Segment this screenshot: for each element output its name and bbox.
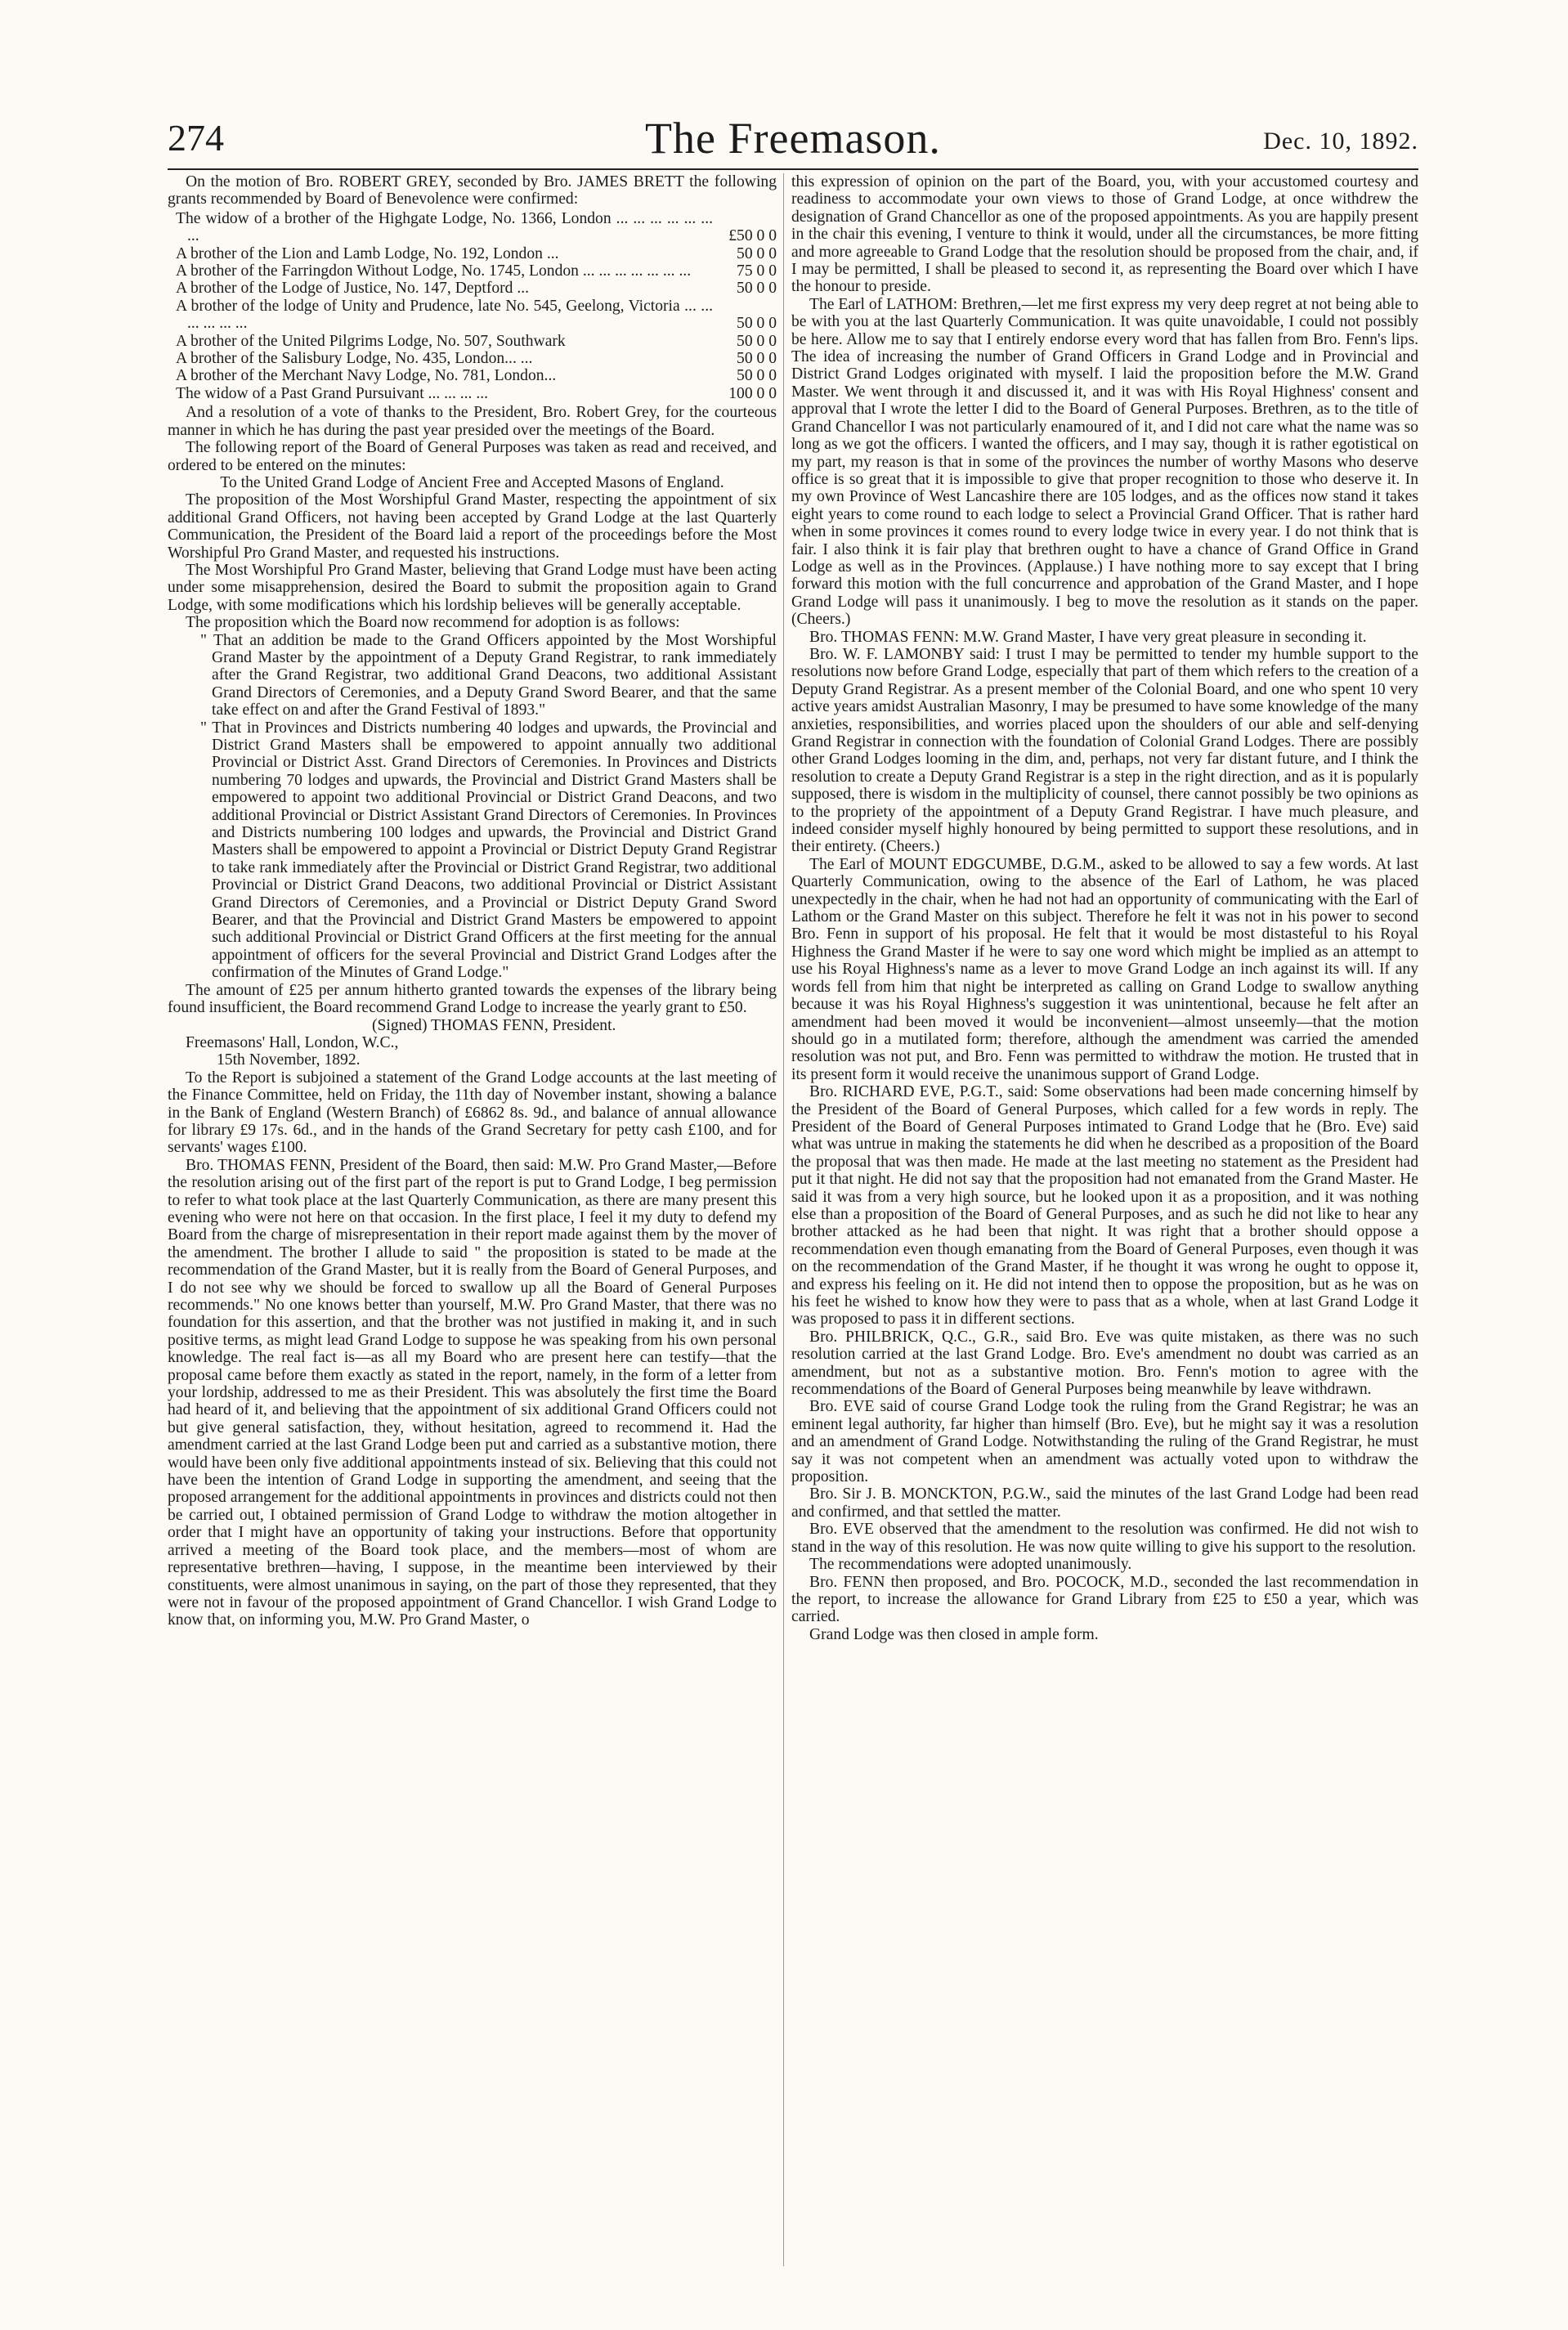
grant-amount: 50 0 0 xyxy=(737,332,777,350)
grant-amount: £50 0 0 xyxy=(728,227,777,245)
grant-amount: 50 0 0 xyxy=(737,280,777,298)
grant-row xyxy=(176,350,777,367)
grant-recipient: A brother of the Lodge of Justice, No. 147, Deptford ... xyxy=(176,280,530,298)
grant-row xyxy=(176,298,777,333)
grant-amount: 50 0 0 xyxy=(737,244,777,262)
philbrick-speech-paragraph: Bro. PHILBRICK, Q.C., G.R., said Bro. Eve was quite mistaken, as there was no such resolution carried at the last Grand Lodge. Bro. Eve's amendment no doubt was carried as an amendment, but not as a substantive motion. Bro. Fenn's motion to agree with the recommendations of the Board of General Purposes being meanwhile by leave withdrawn. xyxy=(791,1328,1418,1399)
grant-amount: 50 0 0 xyxy=(737,350,777,368)
grant-recipient: A brother of the Lion and Lamb Lodge, No. 192, London ... xyxy=(176,244,559,262)
resolution-quote: " That in Provinces and Districts numbering 40 lodges and upwards, the Provincial and District Grand Masters shall be empowered to appoint annually two additional Provincial or District Asst. Grand Directors of Ceremonies. In Provinces and Districts numbering 70 lodges and upwards, the Provincial and District Grand Masters shall be empowered to appoint two additional Provincial or District Grand Deacons, and two additional Provincial or District Assistant Grand Directors of Ceremonies. In Provinces and Districts numbering 100 lodges and upwards, the Provincial and District Grand Masters shall be empowered to appoint a Provincial or District Deputy Grand Registrar to take rank immediately after the Provincial or District Grand Registrar, two additional Provincial or District Grand Deacons, two additional Provincial or District Assistant Grand Directors of Ceremonies, and a Provincial or District Deputy Grand Sword Bearer, and that the Provincial and District Grand Masters be empowered to appoint such additional Provincial or District Grand Officers at the first meeting for the annual appointment of officers for the several Provincial and District Grand Lodges after the confirmation of the Minutes of Grand Lodge." xyxy=(200,719,777,982)
report-intro-paragraph: The following report of the Board of General Purposes was taken as read and received, and ordered to be entered on the minutes: xyxy=(168,439,777,474)
grant-row xyxy=(176,262,777,280)
grant-recipient: A brother of the United Pilgrims Lodge, No. 507, Southwark xyxy=(176,332,566,350)
right-column xyxy=(791,173,1418,1643)
grant-amount: 50 0 0 xyxy=(737,367,777,385)
report-paragraph: The Most Worshipful Pro Grand Master, believing that Grand Lodge must have been acting under some misapprehension, desired the Board to submit the proposition again to Grand Lodge, with some modifications which his lordship believes will be generally acceptable. xyxy=(168,561,777,614)
grant-recipient: A brother of the Merchant Navy Lodge, No. 781, London... xyxy=(176,367,557,385)
grant-row xyxy=(176,210,777,245)
left-column xyxy=(168,173,777,1629)
grant-row xyxy=(176,333,777,350)
grants-intro: On the motion of Bro. ROBERT GREY, seconded by Bro. JAMES BRETT the following grants recommended by Board of Benevolence were confirmed: xyxy=(168,173,777,208)
library-motion-paragraph: Bro. FENN then proposed, and Bro. POCOCK, M.D., seconded the last recommendation in the report, to increase the allowance for Grand Library from £25 to £50 a year, which was carried. xyxy=(791,1573,1418,1626)
masthead xyxy=(168,116,1418,172)
vote-of-thanks-paragraph: And a resolution of a vote of thanks to the President, Bro. Robert Grey, for the courteous manner in which he has during the past year presided over the meetings of the Board. xyxy=(168,404,777,439)
edgcumbe-speech-paragraph: The Earl of MOUNT EDGCUMBE, D.G.M., asked to be allowed to say a few words. At last Quarterly Communication, owing to the absence of the Earl of Lathom, he was placed unexpectedly in the chair, when he had not had an opportunity of communicating with the Earl of Lathom or the Grand Master on this subject. Therefore he felt it was not in his power to second Bro. Fenn in support of his proposal. He felt that it would be most distasteful to his Royal Highness the Grand Master if he were to say one word which might be implied as an attempt to use his Royal Highness's name as a lever to move Grand Lodge an inch against its will. If any words fell from him that night be interpreted as calling on Grand Lodge to swallow anything because it was his Royal Highness's suggestion it was unintentional, because he felt after an amendment had been moved it would be inconvenient—almost unseemly—that the motion should go in a mutilated form; therefore, although the amendment was carried the amended resolution was not put, and Bro. Fenn was permitted to withdraw the motion. He trusted that in its present form it would receive the unanimous support of Grand Lodge. xyxy=(791,855,1418,1083)
grants-list xyxy=(176,210,777,402)
eve-reply-paragraph: Bro. EVE said of course Grand Lodge took the ruling from the Grand Registrar; he was an eminent legal authority, far higher than himself (Bro. Eve), but he might say it was a resolution and an amendment of Grand Lodge. Notwithstanding the ruling of the Grand Registrar, he must say it was not competent when an amendment was actually voted upon to withdraw the proposition. xyxy=(791,1398,1418,1486)
header-rule xyxy=(168,168,1418,170)
speech-continuation: this expression of opinion on the part of the Board, you, with your accustomed courtesy and readiness to accommodate your own views to those of Grand Lodge, at once withdrew the designation of Grand Chancellor as one of the proposed appointments. As you are happily present in the chair this evening, I venture to think it would, under all the circumstances, be more fitting and more agreeable to Grand Lodge that the resolution should be proposed from the chair, and, if I may be permitted, I shall be pleased to second it, as representing the Board over which I have the honour to preside. xyxy=(791,173,1418,296)
column-divider xyxy=(783,173,784,2266)
resolution-quote: " That an addition be made to the Grand Officers appointed by the Most Worshipful Grand Master by the appointment of a Deputy Grand Registrar, to rank immediately after the Grand Registrar, two additional Grand Deacons, two additional Assistant Grand Directors of Ceremonies, and a Deputy Grand Sword Bearer, and that the same take effect on and after the Grand Festival of 1893." xyxy=(200,631,777,719)
grant-recipient: A brother of the lodge of Unity and Prudence, late No. 545, Geelong, Victoria ... ... ... ... ... ... xyxy=(176,297,713,333)
report-paragraph: The proposition of the Most Worshipful Grand Master, respecting the appointment of six additional Grand Officers, not having been accepted by Grand Lodge at the last Quarterly Communication, the President of the Board laid a report of the proceedings before the Most Worshipful Pro Grand Master, and requested his instructions. xyxy=(168,491,777,562)
grant-row xyxy=(176,385,777,402)
monckton-paragraph: Bro. Sir J. B. MONCKTON, P.G.W., said the minutes of the last Grand Lodge had been read and confirmed, and that settled the matter. xyxy=(791,1485,1418,1521)
report-paragraph: The proposition which the Board now recommend for adoption is as follows: xyxy=(186,614,680,632)
eve-observation-paragraph: Bro. EVE observed that the amendment to the resolution was confirmed. He did not wish to stand in the way of this resolution. He was now quite willing to give his support to the resolution. xyxy=(791,1521,1418,1556)
grant-amount: 75 0 0 xyxy=(737,262,777,280)
grant-recipient: A brother of the Farringdon Without Lodge, No. 1745, London ... ... ... ... ... ... ... xyxy=(176,262,692,280)
grant-amount: 100 0 0 xyxy=(728,384,777,402)
adoption-paragraph: The recommendations were adopted unanimously. xyxy=(809,1556,1132,1574)
fenn-seconding-paragraph: Bro. THOMAS FENN: M.W. Grand Master, I have very great pleasure in seconding it. xyxy=(809,628,1367,646)
issue-date: Dec. 10, 1892. xyxy=(1263,128,1418,155)
report-place: Freemasons' Hall, London, W.C., xyxy=(186,1033,399,1051)
library-grant-paragraph: The amount of £25 per annum hitherto granted towards the expenses of the library being found insufficient, the Board recommend Grand Lodge to increase the yearly grant to £50. xyxy=(168,981,777,1017)
lathom-speech-paragraph: The Earl of LATHOM: Brethren,—let me first express my very deep regret at not being able to be with you at the last Quarterly Communication. It was quite unavoidable, I could not possibly be here. Allow me to say that I entirely endorse every word that has fallen from Bro. Fenn's lips. The idea of increasing the number of Grand Officers in Grand Lodge and in Provincial and District Grand Lodges originated with myself. I laid the proposition before the M.W. Grand Master. We went through it and discussed it, and it was with His Royal Highness' consent and approval that I wrote the letter I did to the Board of General Purposes. Brethren, as to the title of Grand Chancellor I was not particularly enamoured of it, and I did not care what the name was so long as we got the officers. I wanted the officers, and I may say, though it is rather egotistical on my part, my reason is that in some of the provinces the number of worthy Masons who deserve office is so great that it is impossible to give that proper recognition to those who deserve it. In my own Province of West Lancashire there are 105 lodges, and as the offices now stand it takes eight years to come round to each lodge to select a Provincial Grand Officer. That is rather hard when in some provinces it comes round to every lodge twice in every year. I do not think that is fair. I also think it is fair play that brethren ought to have a chance of Grand Office in Grand Lodge as well as in the Provinces. (Applause.) I have nothing more to say except that I bring forward this motion with the full concurrence and approbation of the Grand Master, and I hope Grand Lodge will pass it unanimously. I beg to move the resolution as it stands on the paper. (Cheers.) xyxy=(791,295,1418,629)
page-number: 274 xyxy=(168,117,224,159)
grant-recipient: The widow of a brother of the Highgate Lodge, No. 1366, London ... ... ... ... ... ... ... xyxy=(176,209,713,245)
grant-row xyxy=(176,367,777,384)
grant-row xyxy=(176,280,777,297)
report-address: To the United Grand Lodge of Ancient Free and Accepted Masons of England. xyxy=(220,473,724,491)
report-signature: (Signed) THOMAS FENN, President. xyxy=(372,1016,616,1034)
grant-amount: 50 0 0 xyxy=(737,315,777,333)
closing-paragraph: Grand Lodge was then closed in ample form. xyxy=(809,1625,1099,1643)
accounts-paragraph: To the Report is subjoined a statement of the Grand Lodge accounts at the last meeting of the Finance Committee, held on Friday, the 11th day of November instant, showing a balance in the Bank of England (Western Branch) of £6862 8s. 9d., and balance of annual allowance for library £9 17s. 6d., and in the hands of the Grand Secretary for petty cash £100, and for servants' wages £100. xyxy=(168,1069,777,1157)
newspaper-title: The Freemason. xyxy=(645,114,941,163)
grant-recipient: The widow of a Past Grand Pursuivant ... ... ... ... xyxy=(176,384,489,402)
fenn-speech-paragraph: Bro. THOMAS FENN, President of the Board, then said: M.W. Pro Grand Master,—Before the resolution arising out of the first part of the report is put to Grand Lodge, I beg permission to refer to what took place at the last Quarterly Communication, as there are many present this evening who were not here on that occasion. In the first place, I feel it my duty to defend my Board from the charge of misrepresentation in their report made against them by the mover of the amendment. The brother I allude to said " the proposition is stated to be made at the recommendation of the Grand Master, but it is really from the Board of General Purposes, and I do not see why we should be forced to swallow up all the Board of General Purposes recommends." No one knows better than yourself, M.W. Pro Grand Master, that there was no foundation for this assertion, and that the brother was not justified in making it, and in such positive terms, as might lead Grand Lodge to suppose he was speaking from his own personal knowledge. The real fact is—as all my Board who are present here can testify—that the proposal came before them exactly as stated in the report, namely, in the form of a letter from your lordship, addressed to me as their President. This was absolutely the first time the Board had heard of it, and believing that the appointment of six additional Grand Officers could not but give general satisfaction, they, without hesitation, agreed to recommend it. Had the amendment carried at the last Grand Lodge been put and carried as a substantive motion, there would have been only five additional appointments instead of six. Believing that this could not have been the intention of Grand Lodge in supporting the amendment, and seeing that the proposed arrangement for the additional appointments in provinces and districts could not then be carried out, I obtained permission of Grand Lodge to withdraw the motion altogether in order that I might have an opportunity of taking your instructions. Before that opportunity arrived a meeting of the Board took place, and the members—most of whom are representative brethren—having, I suppose, in the meantime been interviewed by their constituents, were almost unanimous in saying, on the part of those they represented, that they were not in favour of the proposed appointment of Grand Chancellor. I wish Grand Lodge to know that, on informing you, M.W. Pro Grand Master, o xyxy=(168,1156,777,1629)
lamonby-speech-paragraph: Bro. W. F. LAMONBY said: I trust I may be permitted to tender my humble support to the resolutions now before Grand Lodge, especially that part of them which refers to the creation of a Deputy Grand Registrar. As a present member of the Colonial Board, and one who spent 10 very active years amidst Australian Masonry, I may be presumed to have some knowledge of the many anxieties, responsibilities, and worries placed upon the shoulders of our able and self-denying Grand Registrar in connection with the foundation of Colonial Grand Lodges. There are possibly other Grand Lodges looming in the dim, and, perhaps, not very far distant future, and I think the resolution to create a Deputy Grand Registrar is a step in the right direction, and as it is popularly supposed, there is wisdom in the multiplicity of counsel, there cannot possibly be two opinions as to the propriety of the appointment of a Deputy Grand Registrar. I have much pleasure, and indeed consider myself highly honoured by being permitted to support these resolutions, and in their entirety. (Cheers.) xyxy=(791,645,1418,856)
report-date: 15th November, 1892. xyxy=(217,1051,361,1069)
eve-speech-paragraph: Bro. RICHARD EVE, P.G.T., said: Some observations had been made concerning himself by the President of the Board of General Purposes, which called for a few words in reply. The President of the Board of General Purposes intimated to Grand Lodge that he (Bro. Eve) said what was untrue in making the statements he did when he described as a proposition of the Board the proposal that was then made. He made at the last meeting no statement as the President had put it that night. He did not say that the proposition had not emanated from the Grand Master. He said it was from a very high source, but he looked upon it as a proposition, and it was nothing else than a proposition of the Board of General Purposes, and as such he did not like to hear any brother attacked as he had been that night. It was right that a brother should oppose a recommendation even though emanating from the Board of General Purposes, even though it was on the recommendation of the Grand Master, if he thought it was wrong he ought to oppose it, and express his feeling on it. He did not intend then to oppose the proposition, but as he was on his feet he wished to know how they were to pass that as a whole, when at last Grand Lodge it was proposed to pass it in different sections. xyxy=(791,1083,1418,1329)
grant-recipient: A brother of the Salisbury Lodge, No. 435, London... ... xyxy=(176,350,533,368)
grant-row xyxy=(176,245,777,262)
